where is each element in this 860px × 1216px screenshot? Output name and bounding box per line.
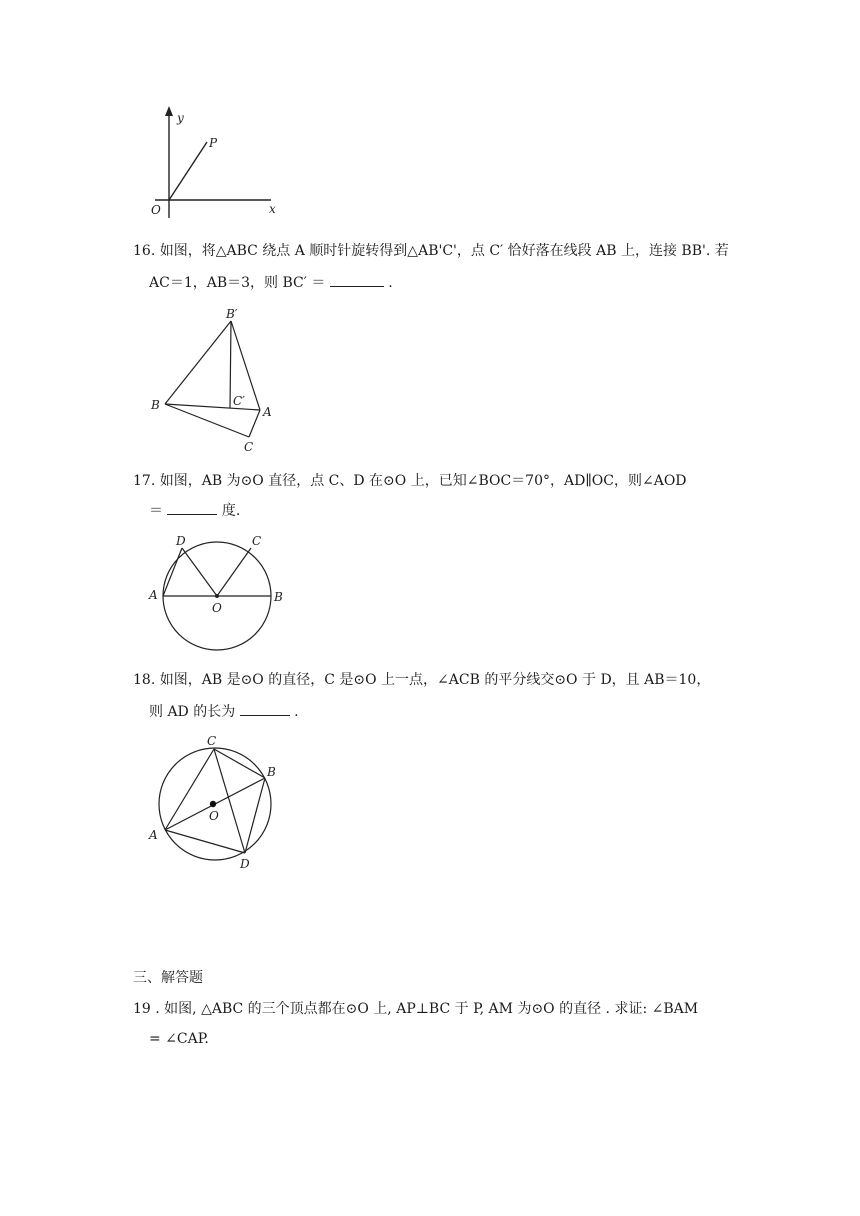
q16-text-a: AC＝1，AB＝3，则 BC′ ＝ <box>149 275 326 291</box>
label-o: O <box>212 601 222 615</box>
q15-coordinate-figure <box>145 100 285 222</box>
q17-circle-figure <box>145 532 295 652</box>
ray-op <box>169 142 207 200</box>
segment-bd <box>245 778 265 853</box>
label-x: x <box>269 202 276 216</box>
segment-oc <box>217 548 251 596</box>
segment-ad <box>165 830 245 853</box>
q17-text-b: 度. <box>221 503 241 519</box>
q16-text-b: . <box>388 275 393 291</box>
segment-bb-prime <box>165 321 231 404</box>
label-c-prime: C′ <box>233 394 245 408</box>
label-c: C <box>252 534 262 548</box>
label-o: O <box>151 203 161 217</box>
q17-text-a: ＝ <box>149 503 163 519</box>
q18-line1: 18. 如图，AB 是⊙O 的直径，C 是⊙O 上一点，∠ACB 的平分线交⊙O 于 D，且 AB＝10， <box>133 672 711 688</box>
label-o: O <box>209 809 219 823</box>
q17-answer-blank[interactable] <box>167 500 217 515</box>
q16-triangle-figure <box>145 305 285 455</box>
q18-text-a: 则 AD 的长为 <box>149 704 236 720</box>
q18-text-b: . <box>294 704 299 720</box>
segment-ad <box>163 548 182 596</box>
q16-line1: 16. 如图，将△ABC 绕点 A 顺时针旋转得到△AB'C'，点 C′ 恰好落在线段 AB 上，连接 BB'. 若 <box>133 243 729 259</box>
label-a: A <box>149 588 158 602</box>
label-y: y <box>177 111 184 125</box>
label-d: D <box>176 534 186 548</box>
label-c: C <box>244 440 254 454</box>
label-c: C <box>207 734 217 748</box>
label-b-prime: B′ <box>226 307 238 321</box>
label-b: B <box>151 398 160 412</box>
q18-line2 <box>149 701 299 722</box>
label-p: P <box>209 136 218 150</box>
label-a: A <box>149 828 158 842</box>
q18-circle-figure <box>145 732 285 874</box>
label-d: D <box>240 857 250 871</box>
center-dot <box>215 594 219 598</box>
q16-line2 <box>149 272 393 293</box>
q19-line1: 19 . 如图, △ABC 的三个顶点都在⊙O 上, AP⊥BC 于 P, AM 为⊙O 的直径 . 求证: ∠BAM <box>133 1001 699 1017</box>
q17-line1: 17. 如图，AB 为⊙O 直径，点 C、D 在⊙O 上，已知∠BOC＝70°，AD∥OC，则∠AOD <box>133 473 687 489</box>
segment-b-prime-c-prime <box>230 321 231 408</box>
segment-ca <box>249 410 260 437</box>
y-axis-arrow-icon <box>165 106 173 116</box>
label-b: B <box>274 590 283 604</box>
q18-answer-blank[interactable] <box>240 701 290 716</box>
q16-answer-blank[interactable] <box>330 272 384 287</box>
center-dot <box>210 801 216 807</box>
q19-line2: = ∠CAP. <box>149 1031 209 1047</box>
segment-do <box>182 548 217 596</box>
label-a: A <box>263 405 272 419</box>
section-title: 三、解答题 <box>133 970 203 986</box>
q17-line2 <box>149 500 240 521</box>
label-b: B <box>267 765 276 779</box>
